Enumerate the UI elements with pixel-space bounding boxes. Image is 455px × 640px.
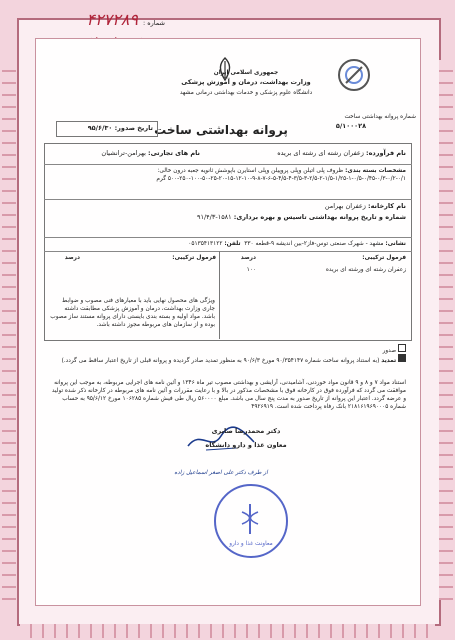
checkbox-renew: تمدید (به استناد پروانه ساخت شماره ۹۰/۳۵۴۱۴۷ مورخ ۹۰/۶/۳ به منظور تمدید صادر گردیده و پروانه قبلی از تاریخ اعتبار ساقط می گردد.) [50,354,406,365]
permit-info: شماره و تاریخ پروانه بهداشتی تاسیس و بهره برداری: ۱۵۸۱-۹۱/۴/۳ [196,213,406,221]
caduceus-icon [238,502,262,536]
brand-names: نام های تجارتی: بهرامن-ترانشیان [101,149,200,157]
stamp-text: معاونت غذا و دارو [229,541,273,547]
issue-date-label: تاریخ صدور: [114,124,153,132]
address: نشانی: مشهد - شهرک صنعتی توس-فاز۲-بین اندیشه ۹-قطعه ۳۳۰ تلفن: ۰۵۱۳۵۴۱۳۱۲۲ [188,241,406,247]
formula-percent: ۱۰۰ [246,267,256,273]
product-name: نام فرآورده: زعفران رشته ای رشته ای بریده [277,149,406,157]
signer-name: دکتر محمدرضا صابری [211,427,281,435]
license-title: پروانه بهداشتی ساخت [154,123,288,137]
packaging-specs: مشخصات بسته بندی: ظروف پلی اتیلن وپلی پروپیلن وپلی استایرن باپوشش ثانویه جعبه درون خالی: ۰/۱-۰/۲-۰/۳-۰/۴۵-۰/۵-۱-۱/۲۵-۱/۵-۲-۲/۵-۳-۳/۵-۴-۴/۵-۵-۶-۷-۸-۹-۱۰-۱۲-۱۵-۲۰-۲۵-۵۰-۱۰۰-۲۵۰-۵۰۰ گرم [156,168,406,182]
formula-label-right: فرمول ترکیبی: [362,255,406,261]
factory-name: نام کارخانه: زعفران بهرامن [324,202,406,210]
formula-label-left: فرمول ترکیبی: [172,255,216,261]
official-stamp [214,484,288,558]
ministry-line-2: وزارت بهداشت، درمان و آموزش پزشکی [181,78,311,86]
issue-date-value: ۹۵/۶/۳۰ [87,124,113,132]
legal-text: استناد مواد ۷ و ۸ و ۹ قانون مواد خوردنی، آشامیدنی، آرایشی و بهداشتی مصوب تیر ماه ۱۳۴۶ و آئین نامه های اجرایی مربوطه، به موجب این پروانه موافقت می گردد که فرآورده فوق در کارخانه فوق با مشخصات مذکور در بالا و با رعایت مقررات و آئین نامه های مربوطه در کارخانه ذکر شده تولید و عرضه گردد. اعتبار این پروانه از تاریخ صدور به مدت پنج سال می باشد. مبلغ ۵۶۰۰۰۰ ریال طی فیش شماره ۱۰۶۲۸۵ مورخ ۹۵/۶/۱۲ به حساب شماره ۲۱۸۱۶۱۹۶۹۰۰۰۵ بانک رفاه پرداخت شده است. ۴۹۲۶۹۱۹ [51,380,406,410]
checkbox-issue: صدور [356,344,406,355]
food-drug-logo-icon [336,57,372,93]
bottom-border-pattern [20,624,435,638]
license-number-label: شماره پروانه بهداشتی ساخت [344,114,416,120]
header-number: شماره : ۴۲۷۲۸۹ [86,10,165,29]
formula-item: زعفران رشته ای ورشته ای بریده [325,267,406,273]
ministry-line-1: جمهوری اسلامی ایران [213,70,279,76]
on-behalf-line: از طرف دکتر علی اصغر اسماعیل زاده [174,470,268,476]
percent-label-right: درصد [240,255,256,261]
signer-title: معاون غذا و دارو دانشگاه [205,441,287,449]
percent-label-left: درصد [64,255,80,261]
ministry-line-3: دانشگاه علوم پزشکی و خدمات بهداشتی درمانی مشهد [179,90,313,96]
issue-date-box [56,121,158,137]
license-number-value: ۵/۱۰۰۰۲۸ [335,122,367,130]
left-border-pattern [2,60,16,600]
license-body [35,38,421,606]
right-border-pattern [439,60,453,600]
notes-text: ویژگی های محصول نهایی باید با معیارهای فنی مصوب و ضوابط جاری وزارت بهداشت، درمان و آموزش پزشکی مطابقت داشته باشد. مواد اولیه و بسته بندی بایستی دارای پروانه مستند ساز مصوب بوده و از سازمان های مربوطه مجوز داشته باشد. [50,298,215,328]
